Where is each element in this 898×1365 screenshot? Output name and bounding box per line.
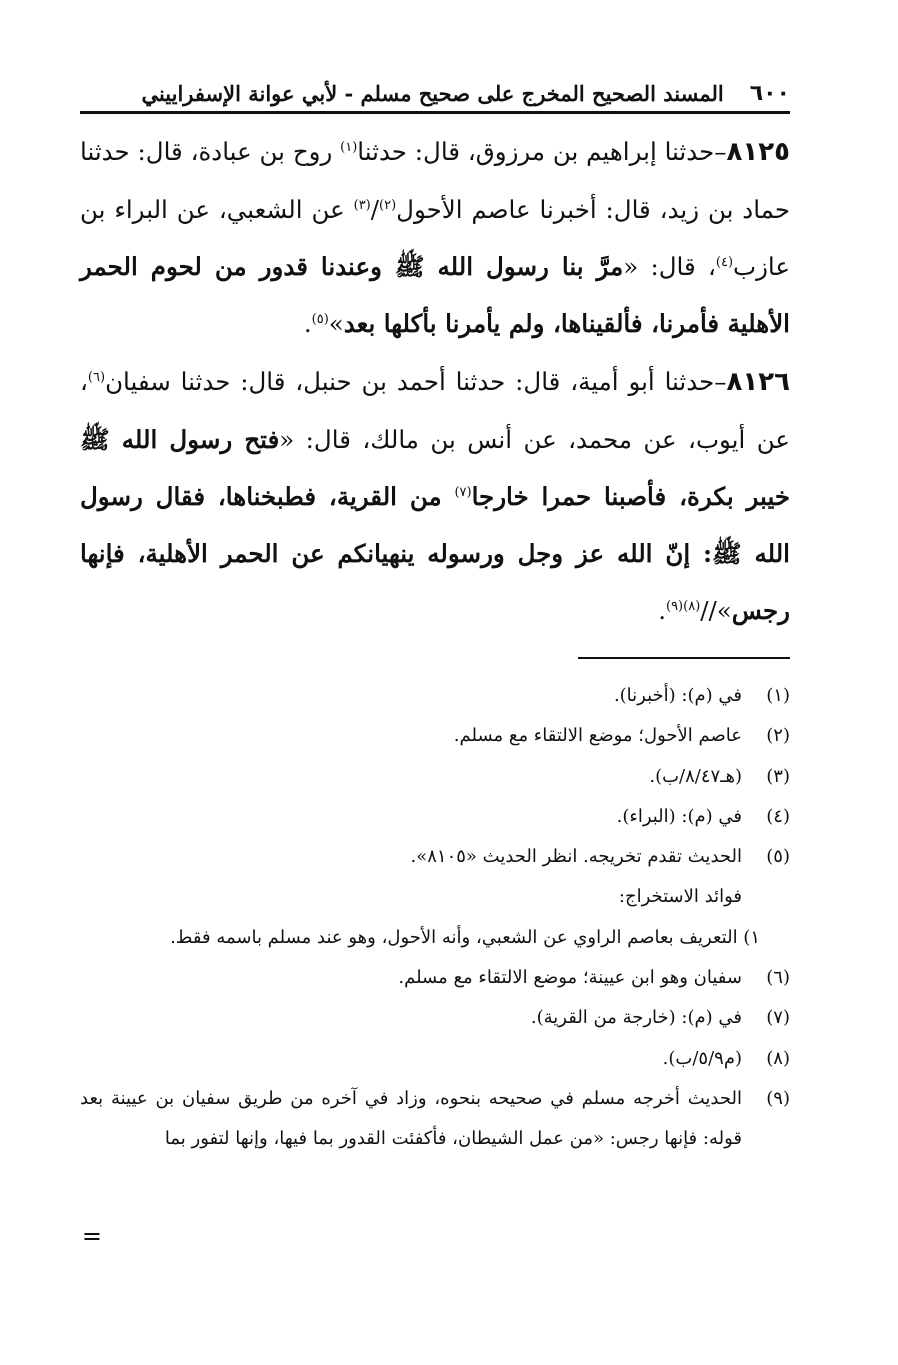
hadith-8125: ٨١٢٥–حدثنا إبراهيم بن مرزوق، قال: حدثنا$^{(١)}$ روح بن عبادة، قال: حدثنا حماد بن زيد، قال: أخبرنا عاصم الأحول$^{(٢)}$/$^{(٣)}$ عن الشعبي، عن البراء بن عازب$^{(٤)}$، قال: «مرَّ بنا رسول الله ﷺ وعندنا قدور من لحوم الحمر الأهلية فأمرنا، فألقيناها، ولم يأمرنا بأكلها بعد»$^{(٥)}$. xyxy=(80,137,791,338)
footnote-item: (٩) الحديث أخرجه مسلم في صحيحه بنحوه، وزاد في آخره من طريق سفيان بن عيينة بعد قوله: فإنها رجس: «من عمل الشيطان، فأكفئت القدور بما فيها، وإنها لتفور بما xyxy=(80,1087,790,1150)
footnote-item: (٦) سفيان وهو ابن عيينة؛ موضع الالتقاء مع مسلم. xyxy=(398,967,790,989)
main-text xyxy=(80,123,790,639)
footnote-ref[interactable]: (١) xyxy=(340,139,358,155)
book-title: المسند الصحيح المخرج على صحيح مسلم - لأبي عوانة الإسفراييني xyxy=(141,81,724,106)
footnote-benefit: ١) التعريف بعاصم الراوي عن الشعبي، وأنه الأحول، وهو عند مسلم باسمه فقط. xyxy=(170,926,760,948)
footnote-item: (٧) في (م): (خارجة من القرية). xyxy=(530,1007,790,1029)
header-rule xyxy=(80,111,790,114)
hadith-8126: ٨١٢٦–حدثنا أبو أمية، قال: حدثنا أحمد بن حنبل، قال: حدثنا سفيان$^{(٦)}$، عن أيوب، عن محمد، عن أنس بن مالك، قال: «فتح رسول الله ﷺ خيبر بكرة، فأصبنا حمرا خارجا$^{(٧)}$ من القرية، فطبخناها، فقال رسول الله ﷺ: إنّ الله عز وجل ورسوله ينهيانكم عن الحمر الأهلية، فإنها رجس»//$^{(٨)(٩)}$. xyxy=(80,367,790,625)
hadith-matn: من القرية، فطبخناها، فقال رسول الله ﷺ: إنّ الله عز وجل ورسوله ينهيانكم عن الحمر الأهلية، فإنها رجس xyxy=(80,482,790,625)
footnote-item: (٨) (م٥/٩/ب). xyxy=(662,1047,790,1069)
hadith-number: ٨١٢٥ xyxy=(726,137,790,167)
hadith-matn: مرَّ بنا رسول الله ﷺ وعندنا قدور من لحوم الحمر الأهلية فأمرنا، فألقيناها، ولم يأمرنا بأكلها بعد xyxy=(80,252,790,338)
footnote-ref[interactable]: (٣) xyxy=(353,197,371,213)
footnote-ref[interactable]: (٨) xyxy=(683,598,701,614)
running-header xyxy=(80,74,790,106)
hadith-number: ٨١٢٦ xyxy=(726,367,790,397)
footnote-item: (٤) في (م): (البراء). xyxy=(616,805,790,827)
hadith-matn: فتح رسول الله ﷺ خيبر بكرة، فأصبنا حمرا خارجا xyxy=(80,425,790,511)
footnotes xyxy=(80,676,790,1160)
footnote-ref[interactable]: (٤) xyxy=(715,254,734,270)
continuation-mark: = xyxy=(81,1222,102,1250)
footnote-ref[interactable]: (٢) xyxy=(379,197,397,213)
footnote-separator xyxy=(578,657,790,659)
page-number: ٦٠٠ xyxy=(749,81,790,106)
footnote-subheading: فوائد الاستخراج: xyxy=(618,886,742,908)
footnote-ref[interactable]: (٦) xyxy=(87,369,106,385)
footnote-item: (٥) الحديث تقدم تخريجه. انظر الحديث «٨١٠٥». xyxy=(410,846,790,868)
footnote-item: (١) في (م): (أخبرنا). xyxy=(613,685,790,706)
footnote-item: (٢) عاصم الأحول؛ موضع الالتقاء مع مسلم. xyxy=(453,725,790,747)
footnote-item: (٣) (هـ٨/٤٧/ب). xyxy=(649,765,790,787)
footnote-ref[interactable]: (٧) xyxy=(454,484,472,500)
footnote-ref[interactable]: (٩) xyxy=(665,598,684,614)
footnote-ref[interactable]: (٥) xyxy=(311,311,329,327)
